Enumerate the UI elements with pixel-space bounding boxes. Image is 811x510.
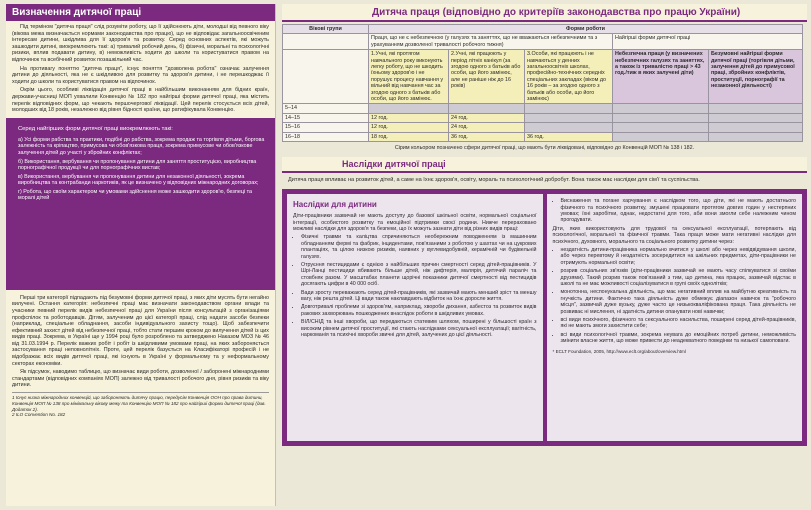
hours-cell: 18 год. [369,132,449,141]
list-item: • розрив соціальних зв'язків (діти-працівники зазвичай не мають часу спілкуватися зі своїми друзями). Такий розрив також пов'язаний з тим, що дитина, яка працює, зазвичай відстає в школі та не має можливості соціалізуватися в групі своїх однолітків; [561,268,797,287]
list-item: • Фізичні травми та каліцтва спричиняються необережним поводженням із машинним обладнанням фермі та фабрик, інцидентами, пов'язаними з роботою у шахтах чи на цукрових плантаціях, та цілою низкою ризиків, наявних у вуглевидобувній, керамічній чи будівельній галузях. [301,234,537,260]
source-note: * ECLT Foundation, 2005, http://www.eclt.org/about/overview.html [552,348,686,354]
allowed-work-header: Праця, що не є небезпечною (у галузях та заняттях, що не вважаються небезпечними та з урахуванням дозволеної тривалості робочого тижня) [369,34,613,50]
worst-forms-item: в) Використання, вербування чи пропонування дитини для незаконної діяльності, зокрема виробництва та контрабанди наркотиків, як це визначено у відповідних міжнародних договорах; [18,173,259,187]
definition-paragraph-2: На противагу поняттю "дитяча праця", існує поняття "дозволена робота" означає залучення дитини до діяльності, яка не є шкідливою для розвитку та здоров'я дитини, і не перешкоджає її ходити до школи та користуватися правом на відпочинок. [12,65,269,85]
consequences-box [282,189,807,446]
box-title: Наслідки для дитини [293,200,377,210]
category-2-cell: 2.Учні, які працюють у період літніх канікул (за згодою одного з батьків або особи, що його замінює, але не раніше ніж до 16 років) [449,50,525,104]
hours-cell: 12 год. [369,113,449,122]
consequences-heading: Наслідки дитячої праці [282,157,807,173]
list-item: • Виснаження та погане харчування є наслідком того, що діти, які не мають достатнього фізичного та психічного розвитку, змушені працювати протягом довгих годин у нестерпних умовах; їхні заробітки, однак, недостатні для того, аби вони змогли себе належним чином прогодувати. [561,198,797,224]
hours-cell [525,123,613,132]
age-group-header: Вікові групи [283,25,369,34]
right-column [282,4,807,506]
hours-cell: 12 год. [369,123,449,132]
age-cell: 16–18 [283,132,369,141]
list-item: • Отруєння пестицидами є однією з найбільших причин смертності серед дітей-працівників. У Шрі-Ланці пестициди вбивають більше дітей, ніж дифтерія, малярія, дитячий параліч та стовбняк разом. У масштабах планети щорічні показники дитячої смертності від пестицидів досягають цифри в 40 000 осіб. [301,262,537,288]
table-row [283,113,803,122]
list-item: • всі види психологічної травми, зокрема неувага до емоційних потреб дитини, неможливість змінити власне життя, що може привести до неадекватного поведінки та низької самоповаги. [561,332,797,345]
forms-header: Форми роботи [369,25,803,34]
footnote-1: 1 Існує низка міжнародних конвенцій, що забороняють дитячу працю, передусім Конвенція ООН про права дитини, Конвенція МОП № 138 про мінімальну вікову межу та Конвенцію МОП № 182 про найгірші форми дитячої праці (див. Додаток 2). [12,392,269,412]
table-caption: Сірим кольором позначено сфери дитячої праці, що мають бути ліквідовані, відповідно до Конвенцій МОП № 138 і 182. [394,145,695,152]
labor-table [282,24,803,142]
definition-heading: Визначення дитячої праці [6,4,275,21]
hours-cell [369,104,449,113]
category-3-cell: 3.Особи, які працюють і не навчаються у денних загальноосвітніх школах, професійно-технічних середніх спеціальних закладах (віком до 16 років – за згодою одного з батьків або особи, що його замінює) [525,50,613,104]
right-lead: Діти, яких використовують для трудової та сексуальної експлуатації, потерпають від психологічної, моральної та фізичної травми. Така праця може мати негативні наслідки для психічного, духовного, морального та соціального розвитку дитини через: [552,225,796,245]
worst-forms-item: а) Усі форми рабства та практики, подібні до рабства, зокрема продаж та торгівля дітьми, боргова залежність та кріпацтво, примусова чи обов'язкова праця, зокрема примусове чи обов'язкове залучення дітей до участі у збройних конфліктах; [18,136,265,156]
left-column [6,4,276,506]
summary-paragraph: Як підсумок, наводимо таблицю, що визначає види роботи, дозволеної / заборонені міжнародними стандартами (відповідних компаніях МОП) залежно від тривалості робочого дня, рівня ризиків та віку дитини. [12,369,269,389]
worst-forms-header: Найгірші форми дитячої праці [613,34,803,50]
list-item: • ВІЛ/СНІД та інші хвороби, що передаються статевим шляхом, поширені у більшості країн з високим рівнем дитячої проституції, які стають наслідками сексуальної експлуатації; вагітність, наркоманія та психічні хвороби звичні для дітей, залучених до цієї діяльності. [301,319,537,338]
worst-forms-item: г) Робота, що своїм характером чи умовами здійснення може зашкодити здоров'ю, безпеці та моралі дітей [18,188,253,202]
category-1-cell: 1.Учні, які протягом навчального року виконують легку роботу, що не шкодить їхньому здоров'ю і не порушує процесу навчання у вільний від навчання час за згодою одного з батьків або особи, що його замінює. [369,50,449,104]
table-title: Дитяча праця (відповідно до критеріїв законодавства про працю України) [282,4,807,22]
table-row [283,123,803,132]
footnote-2: 2 ILO Convention No. 182 [12,412,66,418]
hours-cell [525,113,613,122]
consequences-intro: Дитяча праця впливає на розвиток дітей, а саме на їхнє здоров'я, освіту, мораль та психологічний добробут. Вона також має наслідки для сім'ї та суспільства. [288,177,700,184]
development-list [553,247,797,345]
age-cell: 5–14 [283,104,369,113]
hours-cell: 36 год. [449,132,525,141]
categories-paragraph: Перші три категорії підпадають під безумовні форми дитячої праці, з яких діти мусять бути негайно вилучені. Остання категорія: небезпечні праці має визначати законодавством органи влади та учасники певний перелік видів небезпечної праці для України після консультацій з організаціями профспілок та роботодавців. Дітям, залученим до цієї категорії праці, слід надати засоби безпеки (наприклад, спеціальне обладнання, засоби індивідуального захисту тощо). Щоб забезпечити ефективний захист дітей від небезпечної праці, тобто стати першим кроком до вилучення дітей із цих видів праці. Зокрема, в Україні ще у 1994 році було розроблено та затверджено Наказом МОЗ № 46 від 31.03.1994 р. Перелік важких робіт і робіт із шкідливими умовами праці, на яких забороняється застосування праці неповнолітніх. Проте, цей перелік базується на Класифікаторі професій і не відображає всіх видів дитячої праці, які існують в Україні у формальному та у неформальному секторах економіки. [12,294,269,367]
box-lead: Діти-працівники зазвичай не мають доступу до базової шкільної освіти, нормальної соціальної інтеграції, особистого розвитку та емоційної підтримки своєї родини. Нижче перераховано можливі наслідки для здоров'я та безпеки, що їх можуть зазнати діти від різних видів праці: [293,213,537,232]
consequences-left-panel [287,194,543,441]
grey-cell [709,113,803,122]
grey-cell [709,123,803,132]
table-row [283,104,803,113]
age-cell: 15–16 [283,123,369,132]
hours-cell: 24 год. [449,123,525,132]
grey-cell [613,123,709,132]
empty-cell [283,50,369,104]
consequences-right-panel [547,194,803,441]
exhaustion-list [553,198,797,224]
hours-cell: 36 год. [525,132,613,141]
table-row [283,132,803,141]
grey-cell [709,132,803,141]
hours-cell [525,104,613,113]
empty-cell [283,34,369,50]
unconditional-worst-cell: Безумовні найгірші форми дитячої праці (торгівля дітьми, залучення дітей до примусової праці, збройних конфліктів, проституції, порнографії та незаконної діяльності) [709,50,803,104]
list-item: • Вади зросту переважають серед дітей-працівників, які зазвичай мають менший зріст та меншу вагу, ніж решта дітей. Ці вади також наклавдають відбиток на їхнє доросле життя. [301,290,537,303]
worst-forms-box [6,118,275,290]
worst-forms-lead: Серед найгірших форм дитячої праці виокремлюють такі: [18,125,173,132]
hours-cell [449,104,525,113]
health-list [293,234,537,338]
hazardous-work-cell: Небезпечна праця (у визначених небезпечних галузях та заняттях, а також із тривалістю праці > 43 год./тиж в яких залучені діти) [613,50,709,104]
list-item: • монотонна, неспонукальна діяльність, що має негативний вплив на майбутню креативність та гнучкість дитини. Фактично така діяльність дуже обмежує діапазон навичок та "робочого місця", зазвичай дуже вузьку, дуже часто це низькокваліфікована праця. Така діяльність не розвиває ні мислення, ні здатність дитини опанувати нові навички; [561,289,797,315]
grey-cell [613,132,709,141]
list-item: • Довготривалі проблеми зі здоров'ям, наприклад, хвороби дихання, азбестоз та розвиток видів ракових захворювань пошкоджених внаслідок роботи в шкідливих умовах. [301,304,537,317]
list-item: • всі види психічного, фізичного та сексуального насильства, поширені серед дітей-працівників, які не мають змоги захистити себе; [561,317,797,330]
worst-forms-item: б) Використання, вербування чи пропонування дитини для заняття проституцією, виробництва порнографічної продукції чи для порнографічних вистав; [18,158,257,172]
age-cell: 14–15 [283,113,369,122]
definition-paragraph-3: Окрім цього, особливі ліквідація дитячої праці в найбільшим виконанням для бідних країн, держави-учасниці МОП ухвалили Конвенцію № 182 про найгірші форми дитячої праці, яка містить перелік відповідних форм, що чекають першочергової ліквідації. Цей перелік стосується всіх дітей, молодших від 18 років, незалежно від рівня бідності країни, що ратифікувала Конвенцію. [12,87,269,114]
grey-cell [613,104,709,113]
list-item: • нездатність дитини-працівника нормально вчитися у школі або через невідвідування школи, або через перевтому й нездатність зосередитися на шкільних предметах, діти-працівники не отримують нормальної освіти; [561,247,797,266]
hours-cell: 24 год. [449,113,525,122]
grey-cell [613,113,709,122]
definition-paragraph-1: Під терміном "дитяча праця" слід розуміти роботу, що її здійснюють діти, молодші від певного віку (вікова межа визначається нормами законодавства про працю), що не відповідає загальноосвіченим інтересам дитини, шкідлива для її здоров'я та розвитку. Серед основних аспектів, які можуть зашкодити дитині, виокремлюють такі: а) тривалий робочий день, б) фізичні, моральні та психологічні ризики, вплив подавати дитину, в) неможливість ходити до школи та користуватися правом на відпочинок та всебічний розвиток позашкільний час. [12,24,269,63]
grey-cell [709,104,803,113]
